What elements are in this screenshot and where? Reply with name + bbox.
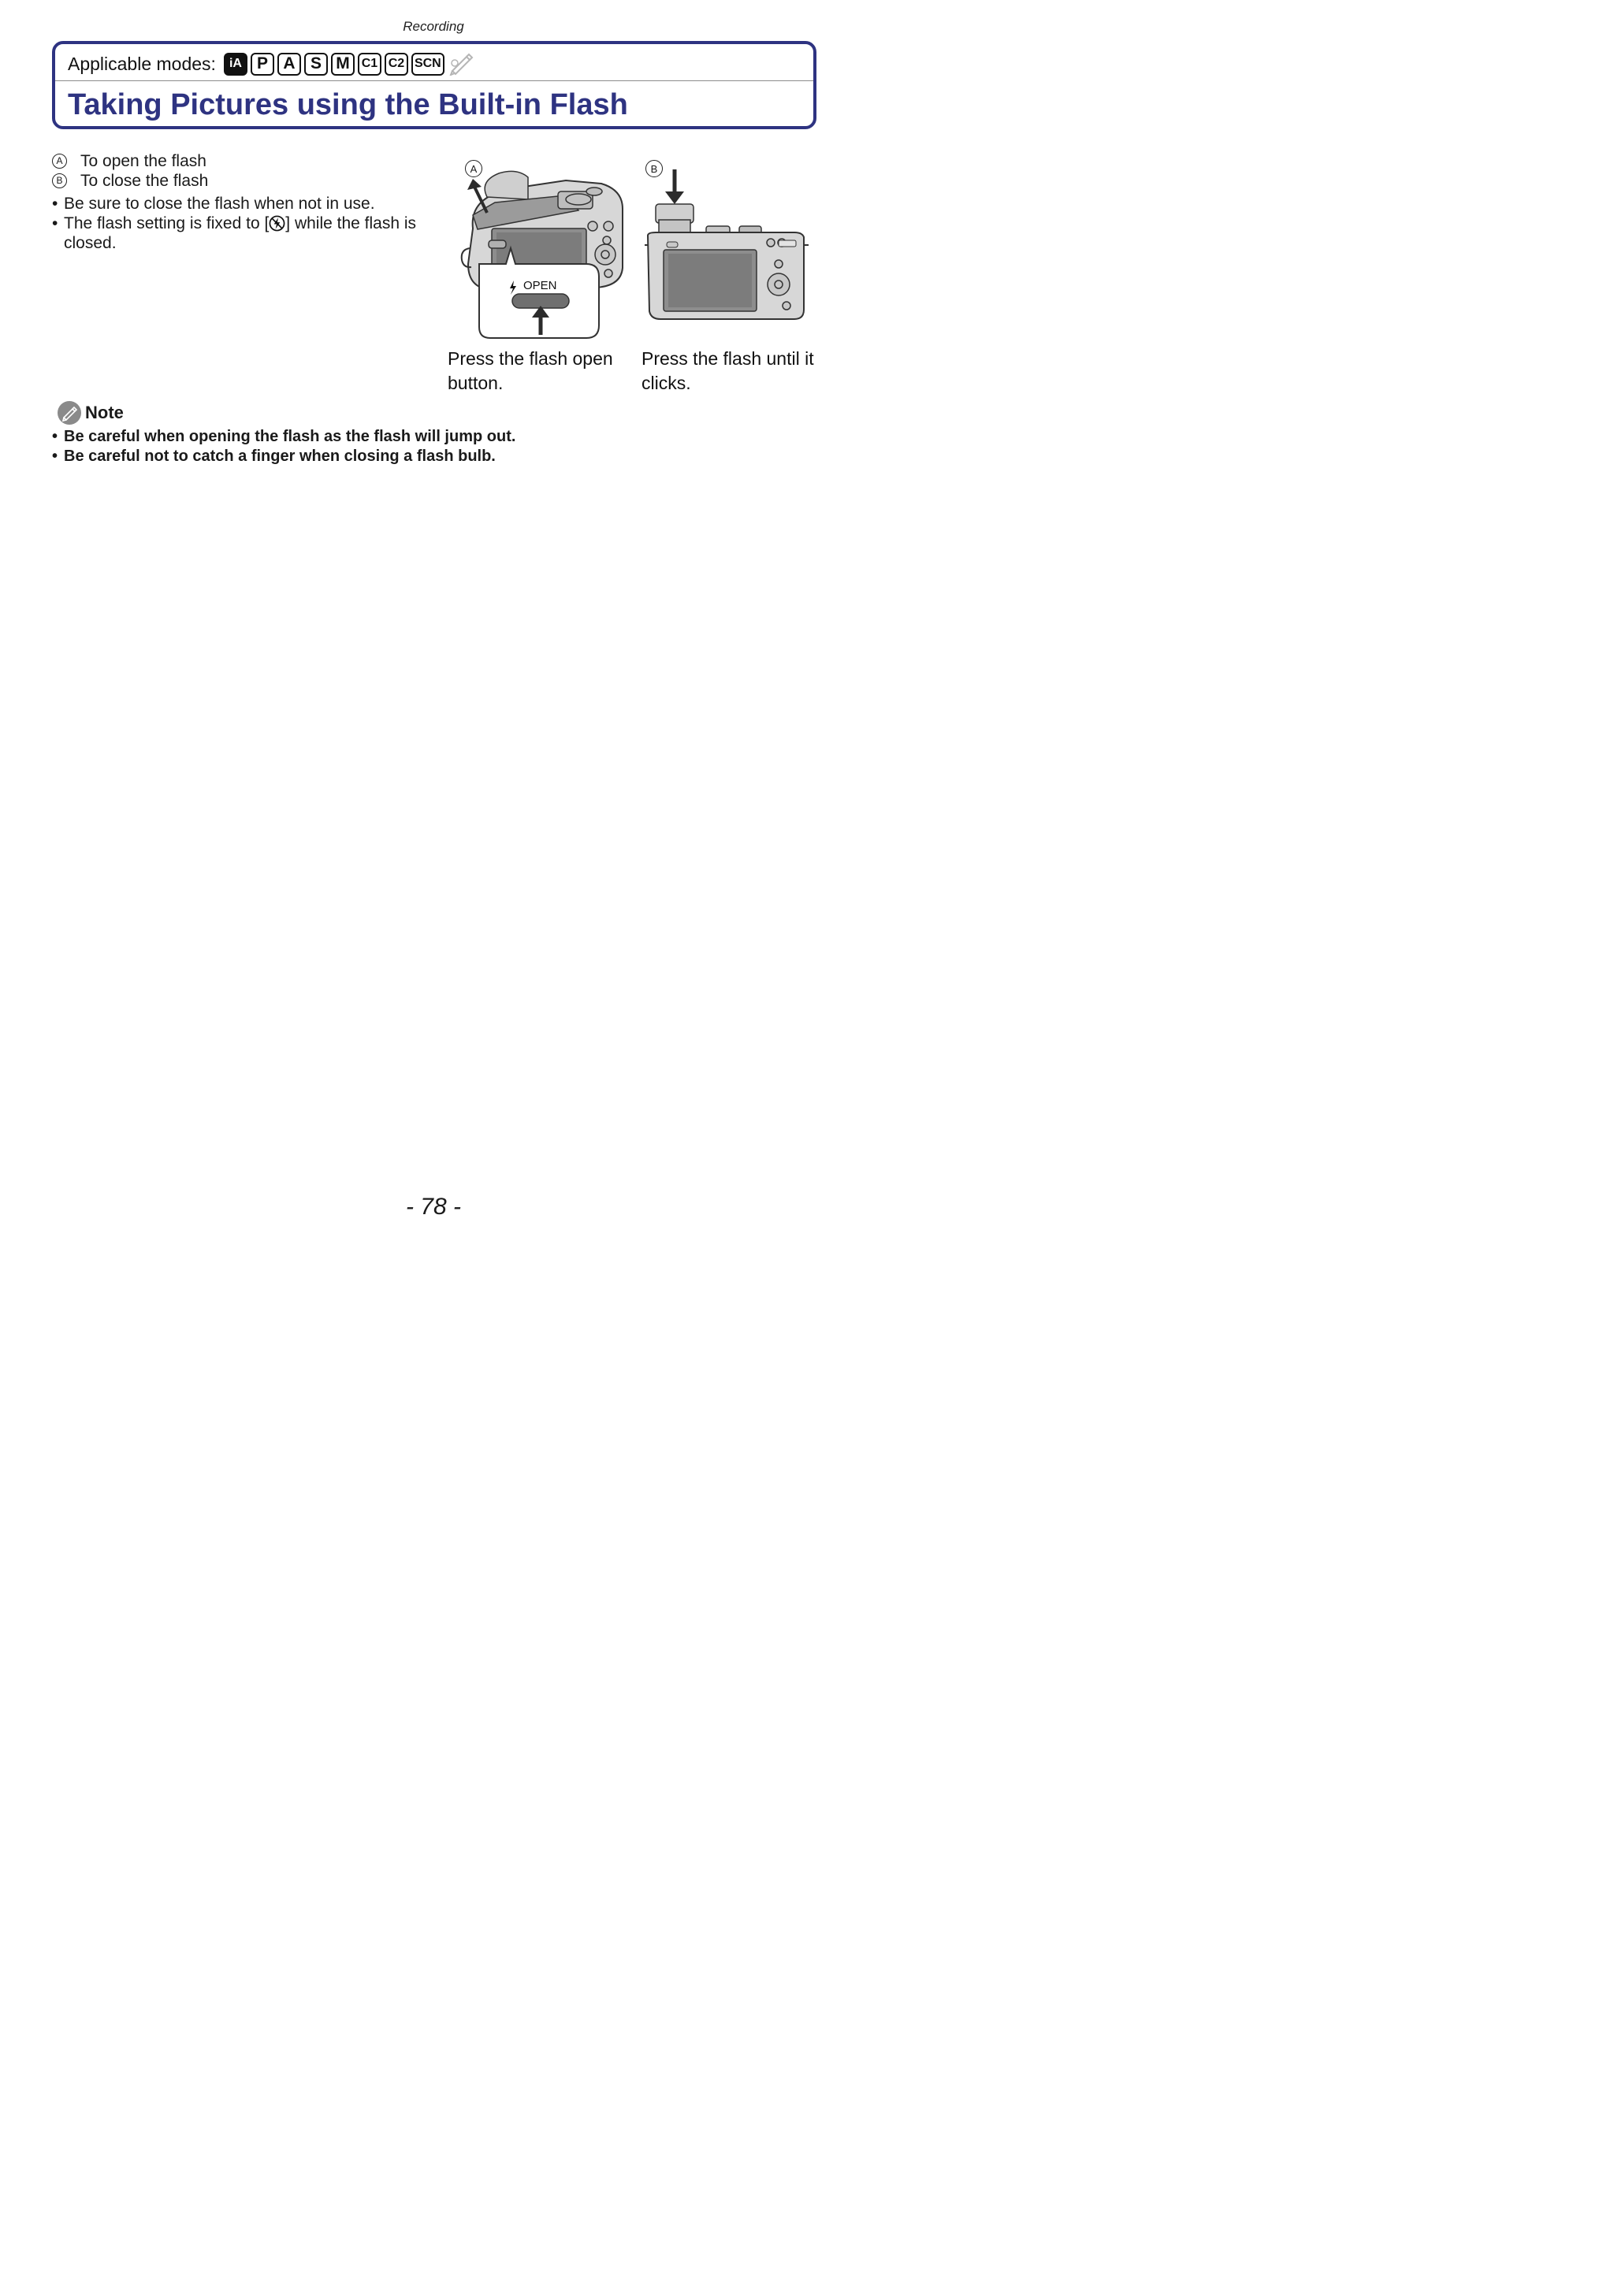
mode-badge-m: M [331,53,355,76]
bullet-text-before: The flash setting is fixed to [ [64,214,270,232]
marker-b: B [52,173,67,188]
mode-badge-c1: C1 [358,53,381,76]
note-label: Note [85,403,124,422]
mode-badge-scn: SCN [411,53,444,76]
list-item [52,427,515,447]
open-button-label: OPEN [523,279,557,292]
section-title-box [52,41,816,129]
mode-badge-s: S [304,53,328,76]
list-item [52,447,515,466]
page-title: Taking Pictures using the Built-in Flash [68,88,628,121]
camera-close-flash-drawing [640,154,817,335]
marker-a-illustration: A [465,160,482,177]
marker-b-illustration: B [645,160,663,177]
legend-item-open [52,151,208,171]
mode-badge-a: A [277,53,301,76]
creative-control-pen-icon [448,52,474,76]
flash-off-icon [269,215,285,232]
pencil-note-icon [57,400,82,425]
bullet-dot: • [52,428,58,445]
illustration-open-flash [456,154,637,347]
instruction-list [52,194,438,253]
caption-open-flash: Press the flash open button. [448,348,613,393]
applicable-modes [68,52,474,76]
bullet-text [64,214,438,253]
bullet-dot: • [52,448,58,465]
applicable-modes-label: Applicable modes: [68,53,216,74]
note-text: Be careful when opening the flash as the flash will jump out. [64,428,516,445]
legend-text-close: To close the flash [80,172,209,190]
mode-badge-c2: C2 [385,53,408,76]
note-list [52,427,515,466]
legend-text-open: To open the flash [80,152,206,170]
mode-badge-ia: iA [224,53,247,76]
bullet-dot: • [52,195,58,213]
bullet-dot: • [52,214,58,232]
caption-close-flash: Press the flash until it clicks. [642,348,814,393]
page-number: - 78 - [405,1194,462,1220]
list-item [52,194,438,214]
bullet-text: Be sure to close the flash when not in use. [64,195,375,213]
marker-a: A [52,154,67,169]
illustration-close-flash [640,154,817,335]
mode-badge-p: P [251,53,274,76]
note-text: Be careful not to catch a finger when closing a flash bulb. [64,448,496,465]
legend [52,151,208,191]
title-divider [55,80,813,81]
camera-open-flash-drawing [456,154,637,347]
legend-item-close [52,171,208,191]
list-item [52,214,438,253]
running-header: Recording [403,19,464,34]
note-heading [57,400,124,425]
bullet-text-after: ] while the flash is closed. [64,214,417,252]
